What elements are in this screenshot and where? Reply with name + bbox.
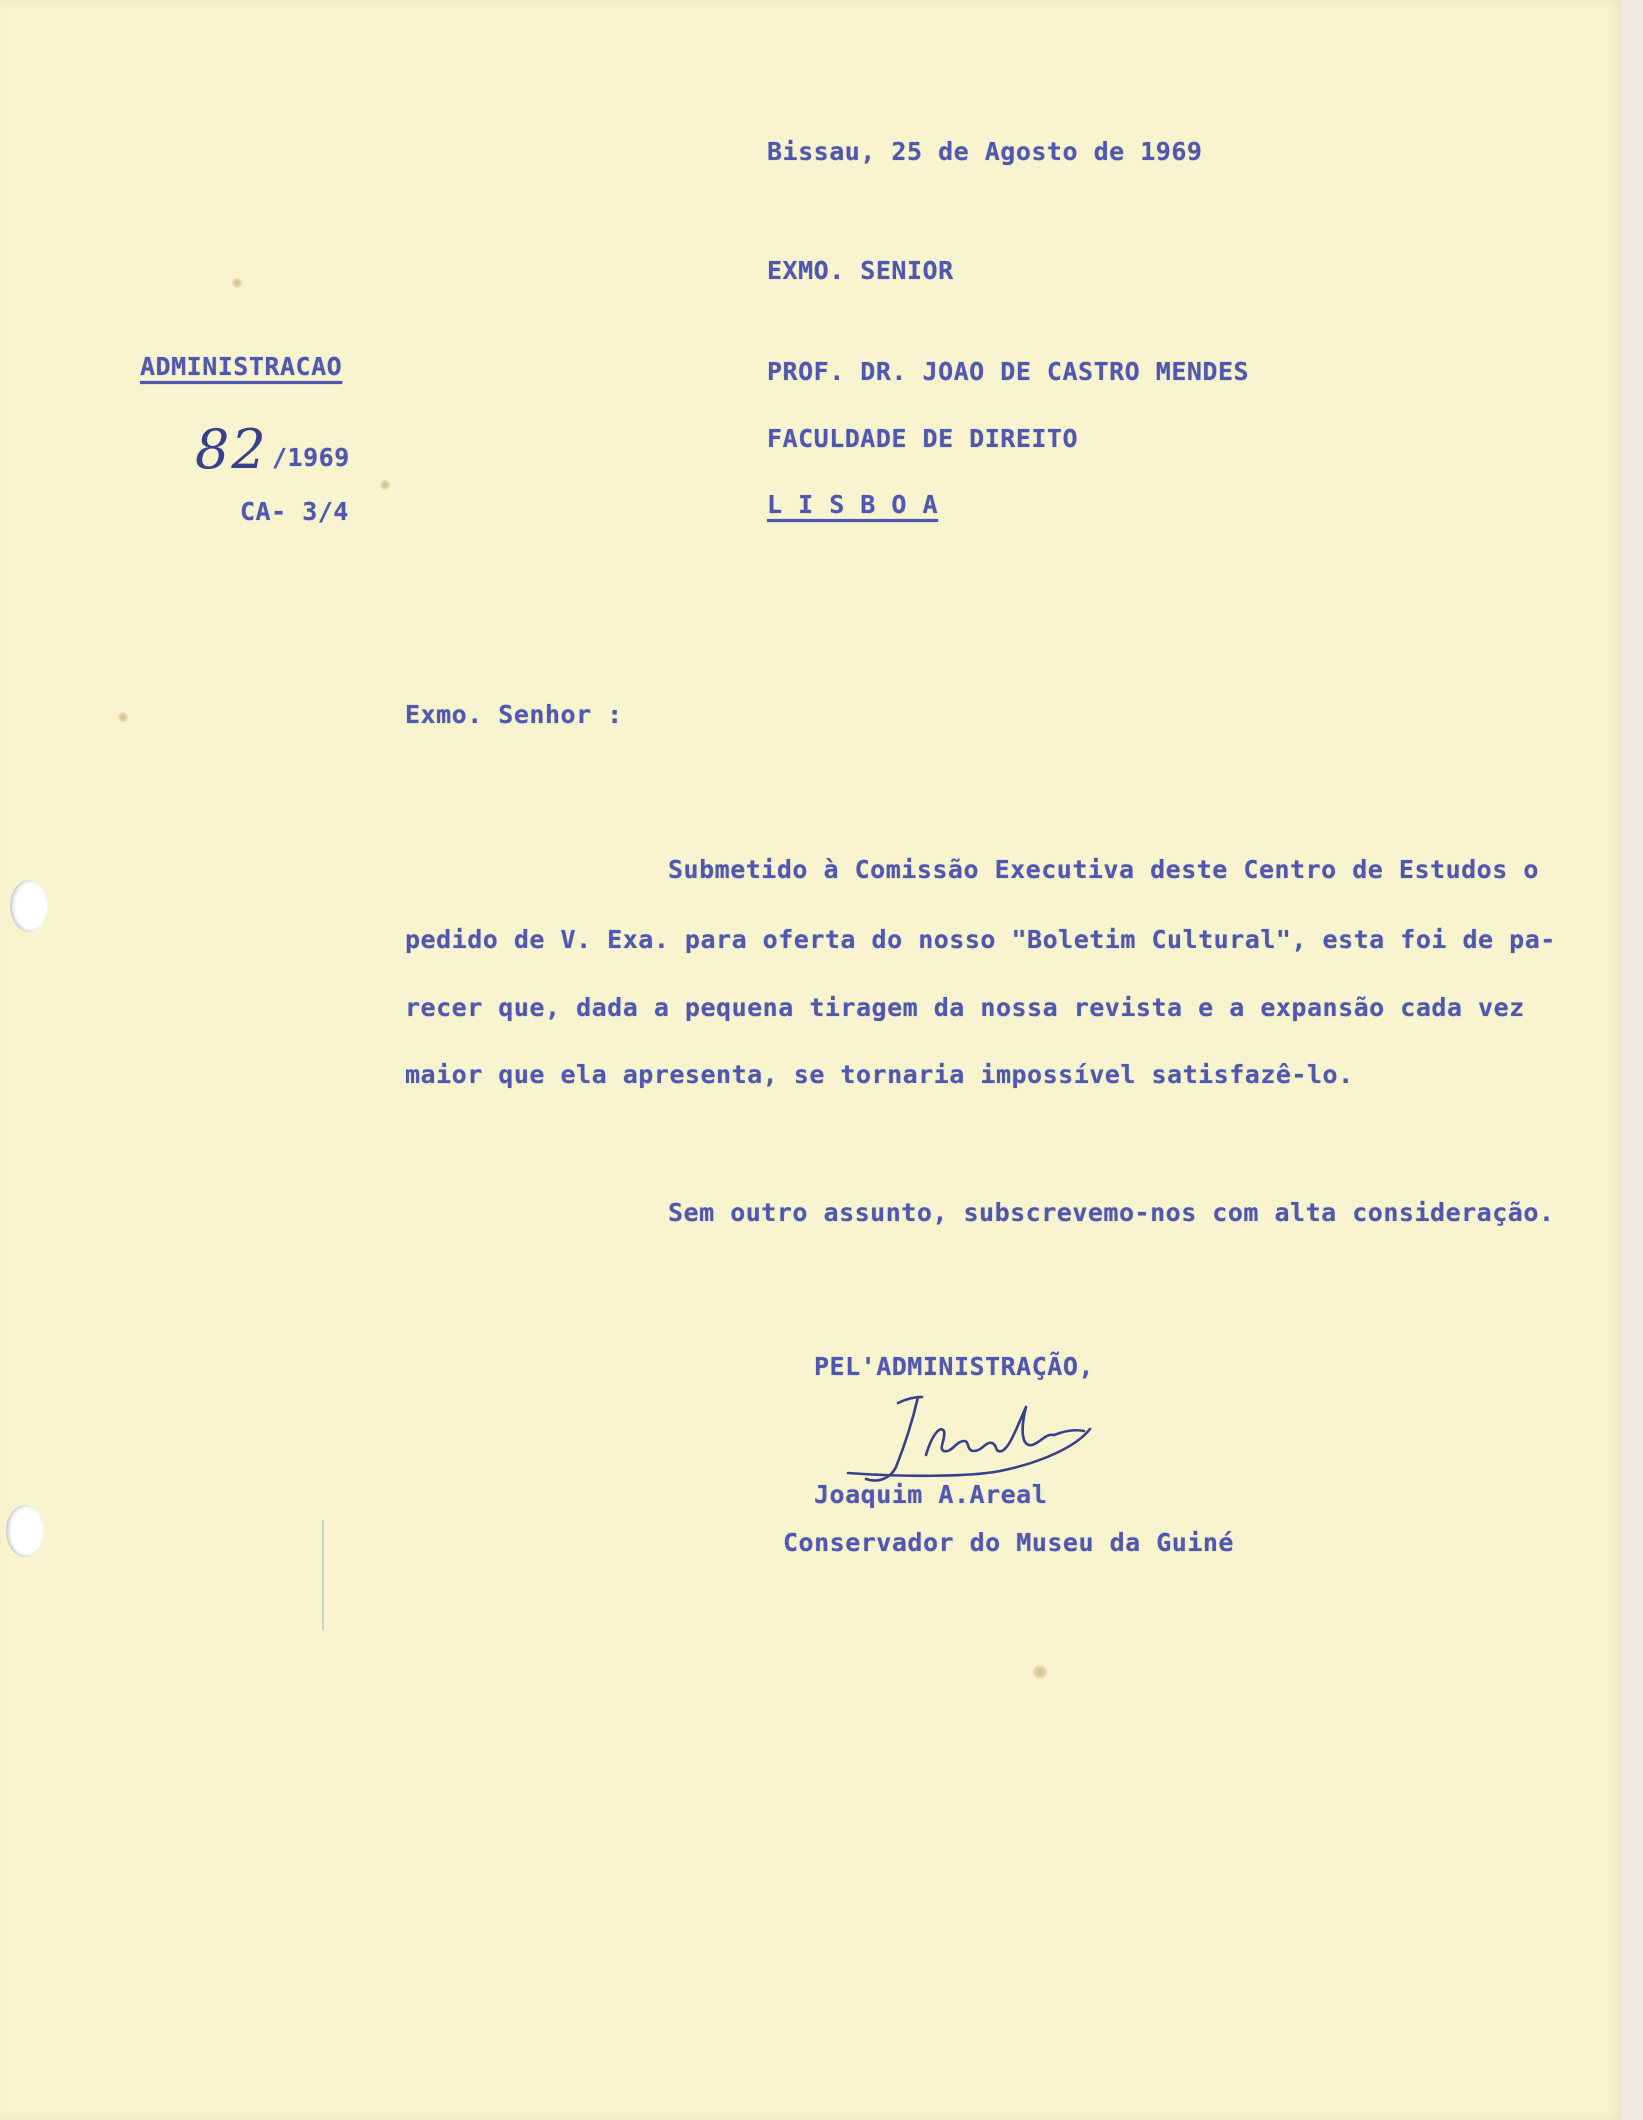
foxing-spot — [118, 712, 128, 722]
scan-background-edge — [1622, 0, 1643, 2120]
body-line-4: maior que ela apresenta, se tornaria impossível satisfazê-lo. — [405, 1060, 1354, 1089]
ink-mark — [322, 1520, 324, 1630]
date-line: Bissau, 25 de Agosto de 1969 — [767, 137, 1203, 166]
punch-hole-bottom — [6, 1505, 44, 1557]
body-line-3: recer que, dada a pequena tiragem da nossa revista e a expansão cada vez — [405, 993, 1525, 1022]
signer-name: Joaquim A.Areal — [814, 1480, 1048, 1509]
on-behalf-line: PEL'ADMINISTRAÇÃO, — [814, 1352, 1094, 1381]
addressee-institution: FACULDADE DE DIREITO — [767, 424, 1079, 453]
reference-department: ADMINISTRACAO — [140, 352, 343, 381]
punch-hole-top — [10, 880, 48, 932]
closing-line: Sem outro assunto, subscrevemo-nos com alta consideração. — [668, 1198, 1555, 1227]
addressee-salutation: EXMO. SENIOR — [767, 256, 954, 285]
reference-year: /1969 — [272, 443, 350, 472]
greeting: Exmo. Senhor : — [405, 700, 623, 729]
body-line-1: Submetido à Comissão Executiva deste Centro de Estudos o — [668, 855, 1539, 884]
foxing-spot — [380, 480, 390, 490]
reference-handwritten-number: 82 — [195, 418, 268, 481]
reference-code: CA- 3/4 — [240, 497, 349, 526]
addressee-name: PROF. DR. JOAO DE CASTRO MENDES — [767, 357, 1250, 386]
addressee-city: L I S B O A — [767, 490, 939, 519]
foxing-spot — [232, 278, 242, 288]
signer-title: Conservador do Museu da Guiné — [783, 1528, 1234, 1557]
foxing-spot — [1033, 1665, 1047, 1679]
body-line-2: pedido de V. Exa. para oferta do nosso "Boletim Cultural", esta foi de pa- — [405, 925, 1556, 954]
signature-handwritten — [840, 1385, 1130, 1495]
